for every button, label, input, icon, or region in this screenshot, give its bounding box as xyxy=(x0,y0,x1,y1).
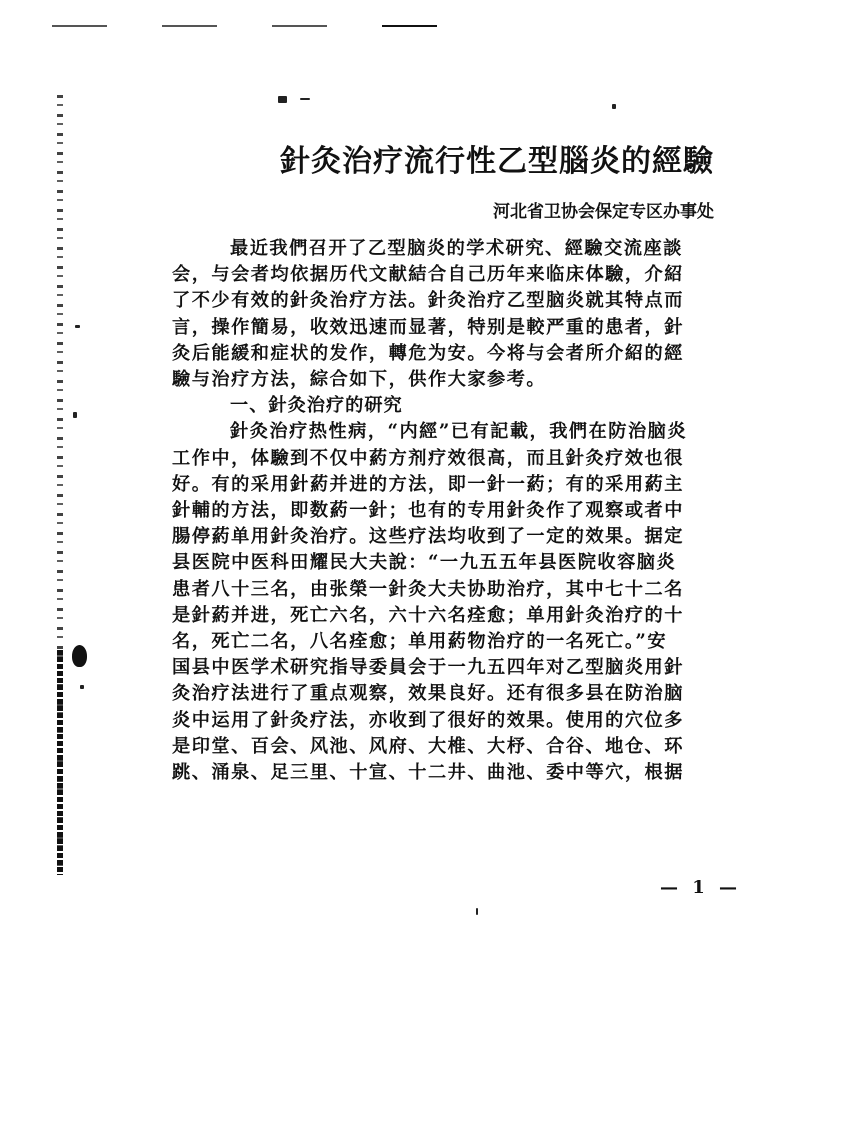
author-line: 河北省卫协会保定专区办事处 xyxy=(493,202,714,222)
text-line: 县医院中医科田耀民大夫說：“一九五五年县医院收容脑炎 xyxy=(172,552,677,574)
text-line: 是印堂、百会、风池、风府、大椎、大杼、合谷、地仓、环 xyxy=(172,735,684,757)
scan-speck xyxy=(300,98,310,100)
page-number: — 1 — xyxy=(660,877,742,898)
top-rule-3 xyxy=(272,25,327,27)
section-paragraph xyxy=(172,419,745,786)
text-line: 好。有的采用針葯并进的方法，即一針一葯；有的采用葯主 xyxy=(172,473,684,495)
text-line: 灸后能緩和症状的发作，轉危为安。今将与会者所介紹的經 xyxy=(172,342,684,364)
top-rule-1 xyxy=(52,25,107,27)
text-line: 灸治疗法进行了重点观察，效果良好。还有很多县在防治脑 xyxy=(172,683,684,705)
text-line: 国县中医学术研究指导委員会于一九五四年对乙型脑炎用針 xyxy=(172,657,684,679)
text-line: 腸停葯单用針灸治疗。这些疗法均收到了一定的效果。据定 xyxy=(172,526,684,548)
text-line: 了不少有效的針灸治疗方法。針灸治疗乙型脑炎就其特点而 xyxy=(172,290,684,312)
text-line: 針輔的方法，即数葯一針；也有的专用針灸作了观察或者中 xyxy=(172,500,684,522)
text-line: 患者八十三名，由张榮一針灸大夫协助治疗，其中七十二名 xyxy=(172,578,684,600)
binding-hole-mark xyxy=(72,645,87,667)
text-line: 言，操作簡易，收效迅速而显著，特别是較严重的患者，針 xyxy=(172,316,684,338)
text-line: 是針葯并进，死亡六名，六十六名痊愈；单用針灸治疗的十 xyxy=(172,604,684,626)
scan-speck xyxy=(80,685,84,689)
top-rule-2 xyxy=(162,25,217,27)
section-heading: 一、針灸治疗的研究 xyxy=(230,395,403,417)
document-page xyxy=(172,140,772,786)
scan-speck xyxy=(278,96,287,103)
text-line: 針灸治疗热性病，“内經”已有記載，我們在防治脑炎 xyxy=(230,421,688,443)
scan-speck xyxy=(612,104,616,109)
text-line: 最近我們召开了乙型脑炎的学术研究、經驗交流座談 xyxy=(230,238,683,259)
scan-speck xyxy=(476,908,478,915)
scan-speck xyxy=(73,412,77,418)
body-text xyxy=(172,236,745,786)
scan-speck xyxy=(75,325,80,328)
text-line: 会，与会者均依据历代文献結合自己历年来临床体驗，介紹 xyxy=(172,264,684,286)
text-line: 驗与治疗方法，綜合如下，供作大家参考。 xyxy=(172,369,547,391)
top-rule-4 xyxy=(382,25,437,27)
text-line: 炎中运用了針灸疗法，亦收到了很好的效果。使用的穴位多 xyxy=(172,709,684,731)
binding-edge-marks-dense xyxy=(57,650,63,875)
text-line: 跳、涌泉、足三里、十宣、十二井、曲池、委中等穴，根据 xyxy=(172,762,684,784)
intro-paragraph xyxy=(172,236,745,393)
document-title: 針灸治疗流行性乙型腦炎的經驗 xyxy=(280,144,714,179)
text-line: 名，死亡二名，八名痊愈；单用葯物治疗的一名死亡。”安 xyxy=(172,631,668,653)
text-line: 工作中，体驗到不仅中葯方剂疗效很高，而且針灸疗效也很 xyxy=(172,447,684,469)
